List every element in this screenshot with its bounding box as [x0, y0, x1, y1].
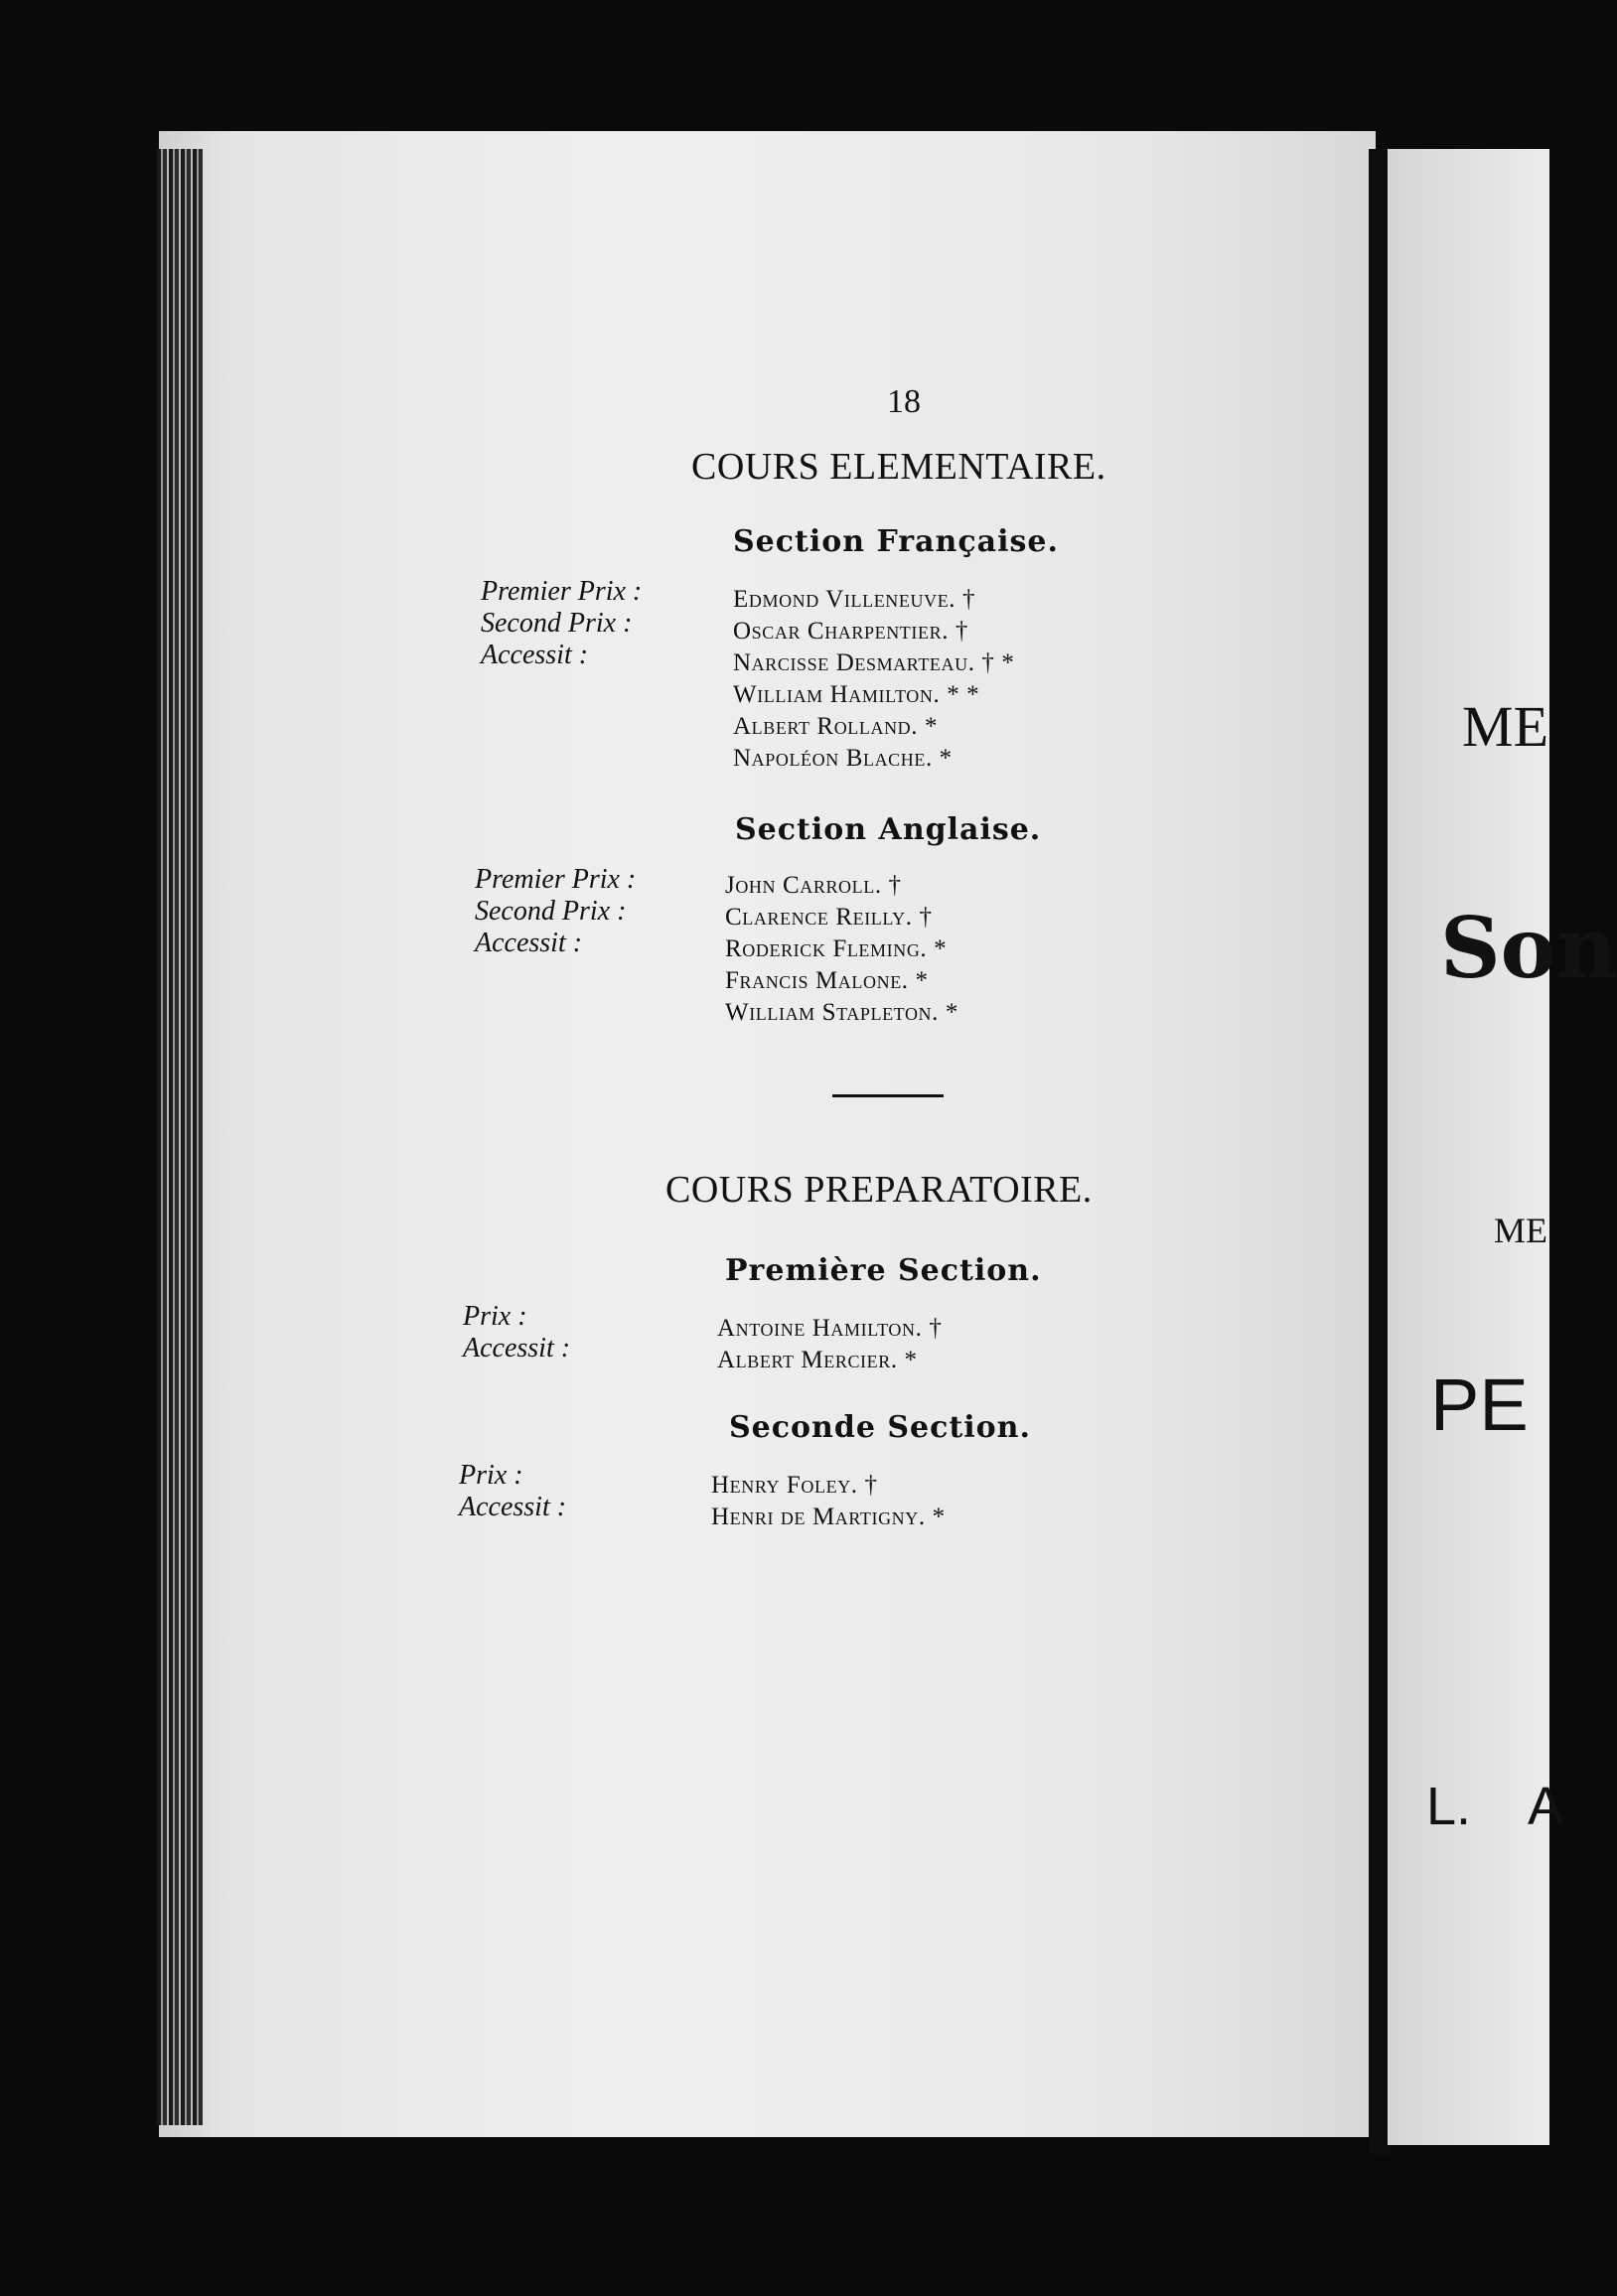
section-divider	[832, 1094, 944, 1097]
list-item: Albert Mercier. *	[717, 1347, 918, 1373]
list-item: Roderick Fleming. *	[725, 935, 948, 962]
label-accessit: Accessit :	[481, 640, 589, 670]
list-item: Edmond Villeneuve. †	[733, 586, 976, 613]
label-accessit: Accessit :	[463, 1333, 571, 1363]
right-page-fragment: A	[1528, 1777, 1564, 1836]
list-item: Narcisse Desmarteau. † *	[733, 649, 1015, 676]
label-premier-prix: Premier Prix :	[475, 864, 637, 895]
list-item: Antoine Hamilton. †	[717, 1315, 943, 1342]
left-page	[159, 131, 1376, 2137]
label-accessit: Accessit :	[475, 928, 583, 958]
list-item: Henry Foley. †	[711, 1472, 878, 1499]
course-title-preparatoire: COURS PREPARATOIRE.	[665, 1169, 1093, 1211]
list-item: Clarence Reilly. †	[725, 904, 933, 931]
prize-labels	[463, 1301, 570, 1364]
course-title-elementaire: COURS ELEMENTAIRE.	[691, 446, 1106, 488]
label-accessit: Accessit :	[459, 1492, 567, 1522]
right-page-fragment: Son	[1440, 899, 1617, 997]
label-second-prix: Second Prix :	[481, 608, 633, 639]
list-item: William Hamilton. * *	[733, 681, 980, 708]
list-item: Albert Rolland. *	[733, 713, 939, 740]
section-heading-premiere: Première Section.	[725, 1253, 1042, 1288]
list-item: Napoléon Blache. *	[733, 745, 953, 772]
right-page	[1388, 149, 1549, 2145]
section-heading-seconde: Seconde Section.	[729, 1410, 1031, 1445]
label-second-prix: Second Prix :	[475, 896, 627, 927]
right-page-fragment: ME	[1462, 694, 1548, 759]
right-page-fragment: ME	[1494, 1211, 1547, 1250]
page-number: 18	[887, 383, 921, 420]
winner-list	[733, 584, 1014, 775]
winner-list	[711, 1470, 946, 1533]
list-item: Francis Malone. *	[725, 967, 929, 994]
list-item: Oscar Charpentier. †	[733, 618, 968, 645]
page-edges	[157, 149, 203, 2125]
right-page-fragment: PE	[1430, 1363, 1529, 1446]
list-item: John Carroll. †	[725, 872, 902, 899]
label-prix: Prix :	[463, 1301, 527, 1332]
prize-labels	[475, 864, 636, 959]
label-premier-prix: Premier Prix :	[481, 576, 643, 607]
winner-list	[725, 870, 958, 1029]
winner-list	[717, 1313, 942, 1376]
prize-labels	[481, 576, 642, 671]
prize-labels	[459, 1460, 566, 1523]
right-page-fragment: L.	[1426, 1777, 1472, 1836]
label-prix: Prix :	[459, 1460, 523, 1491]
section-heading-anglaise: Section Anglaise.	[735, 812, 1042, 847]
list-item: Henri de Martigny. *	[711, 1504, 946, 1530]
section-heading-francaise: Section Française.	[733, 524, 1059, 559]
list-item: William Stapleton. *	[725, 999, 958, 1026]
